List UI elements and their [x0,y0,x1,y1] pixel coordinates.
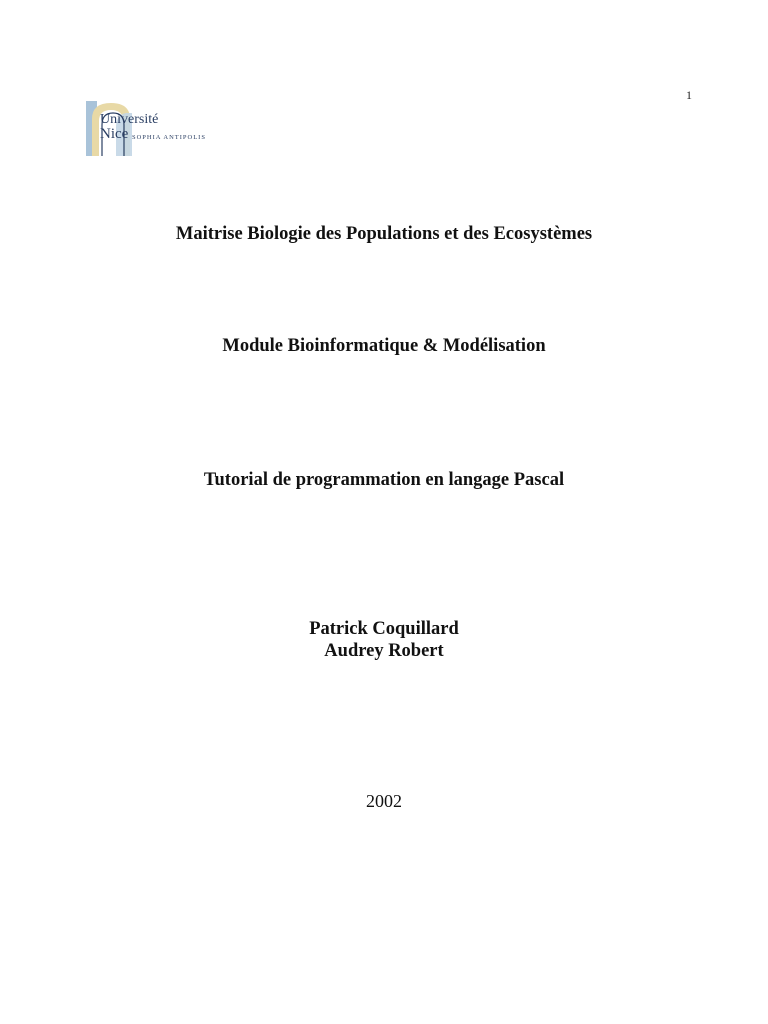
tutorial-title: Tutorial de programmation en langage Pascal [203,470,565,490]
author-name: Audrey Robert [324,641,444,661]
author-name: Patrick Coquillard [309,619,459,639]
module-title: Module Bioinformatique & Modélisation [222,336,546,356]
program-title: Maitrise Biologie des Populations et des Ecosystèmes [175,224,593,244]
university-logo [86,101,236,159]
authors-block [0,618,768,662]
logo-text-line2: Nice [100,126,129,142]
page-number: 1 [686,88,692,102]
university-logo-mark [86,101,236,159]
logo-text-line1: Université [100,112,159,127]
publication-year: 2002 [366,791,402,811]
logo-text-line3: SOPHIA ANTIPOLIS [132,134,206,141]
